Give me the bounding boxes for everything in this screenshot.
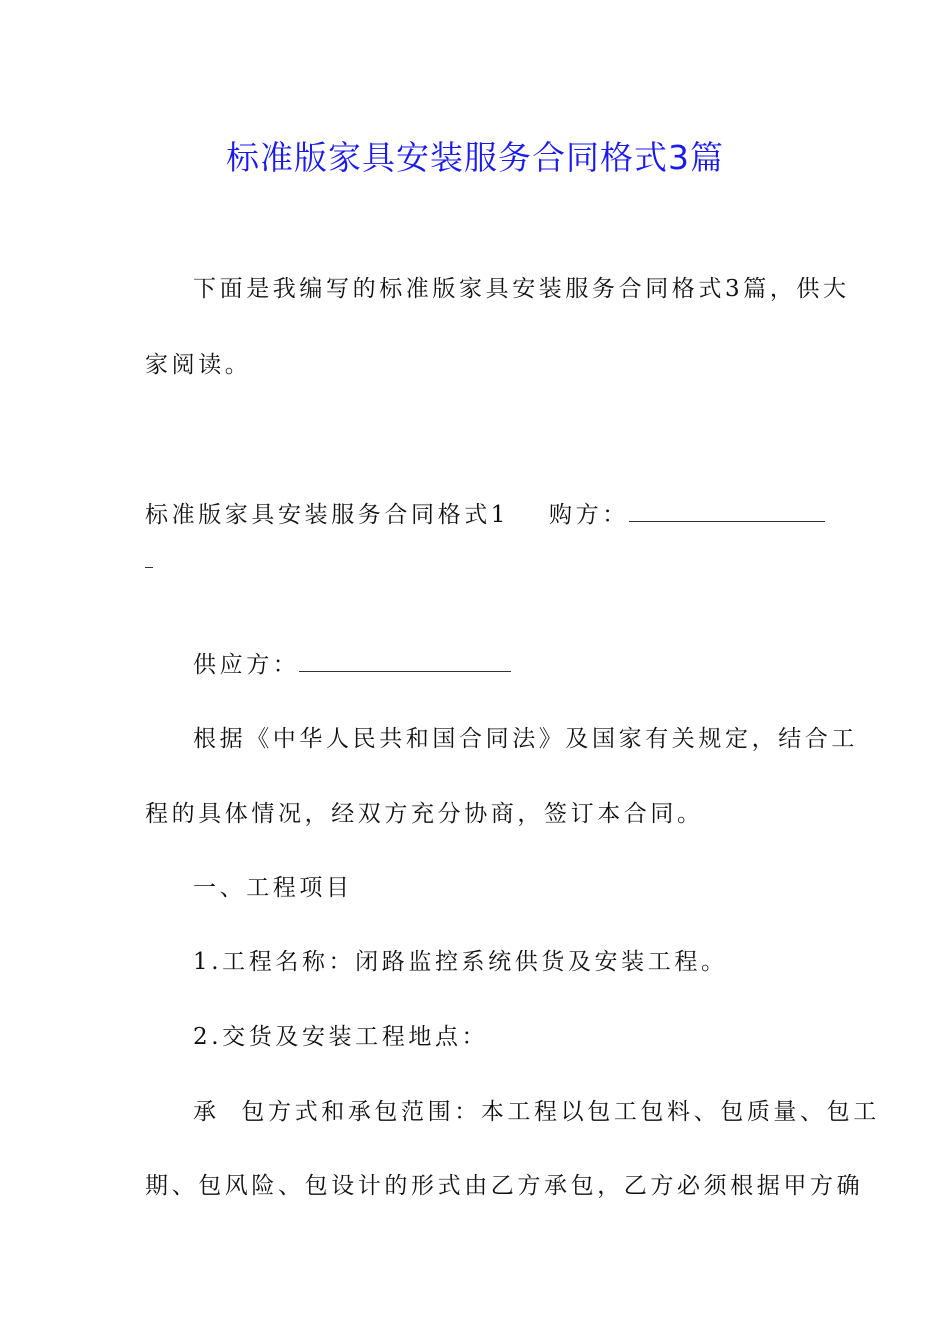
- document-title: 标准版家具安装服务合同格式3篇: [226, 138, 724, 177]
- item-2: 2.交货及安装工程地点：: [193, 1024, 489, 1050]
- supplier-blank: [299, 649, 511, 672]
- intro-line-1: 下面是我编写的标准版家具安装服务合同格式3篇，供大: [193, 276, 850, 302]
- buyer-blank-continuation: [145, 567, 153, 568]
- basis-line-2: 程的具体情况，经双方充分协商，签订本合同。: [145, 801, 704, 827]
- scope-line-2: 期、包风险、包设计的形式由乙方承包，乙方必须根据甲方确: [145, 1173, 864, 1199]
- contract-heading-line: [145, 496, 810, 529]
- item-1: 1.工程名称：闭路监控系统供货及安装工程。: [193, 949, 728, 975]
- supplier-line: [193, 646, 810, 679]
- supplier-label: 供应方：: [193, 652, 300, 678]
- basis-line-1: 根据《中华人民共和国合同法》及国家有关规定，结合工: [193, 726, 858, 752]
- buyer-label: 购方：: [549, 502, 629, 528]
- scope-line-1: 承 包方式和承包范围：本工程以包工包料、包质量、包工: [193, 1099, 880, 1125]
- intro-line-2: 家阅读。: [145, 352, 252, 378]
- buyer-blank: [629, 499, 825, 522]
- contract-title: 标准版家具安装服务合同格式1: [145, 502, 510, 528]
- section1-heading: 一、工程项目: [193, 875, 353, 901]
